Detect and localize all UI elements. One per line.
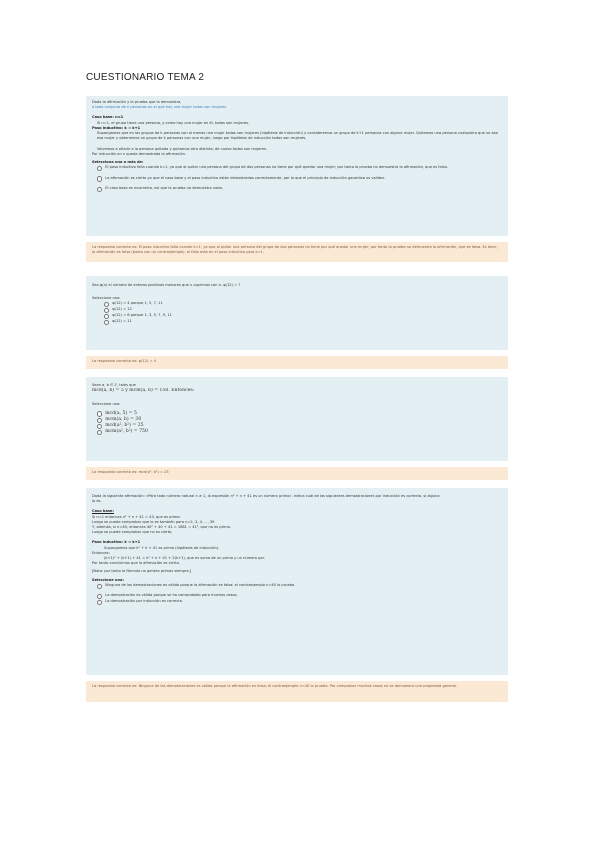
inductive-step-text: Supongamos que en los grupos de k personas con al menos una mujer todas son mujeres (hipótesis de inducción) y consideremos un grupo de k+1 personas con alguna mujer. Quitamos una persona cualquiera que no sea esa mujer y obtenemos un grupo de k personas con una mujer, luego por hipótesis de inducción todas son mujeres. xyxy=(97,131,498,141)
inductive-step-text: Supongamos que k² + k + 41 es primo (hipótesis de inducción). xyxy=(104,545,220,550)
radio-button[interactable] xyxy=(97,584,102,589)
checkbox[interactable] xyxy=(97,176,102,181)
note-text: [Nota: por tanto la fórmula no genera primos siempre.] xyxy=(92,569,192,574)
page-title: CUESTIONARIO TEMA 2 xyxy=(86,72,205,83)
option-1[interactable]: Ninguna de las demostraciones es válida porque la afirmación es falsa; el contraejemplo n=40 lo prueba. xyxy=(92,583,502,593)
question-3-feedback: La respuesta correcta es: mcd(a², b²) = 25 xyxy=(86,467,508,480)
select-prompt: Seleccione una: xyxy=(92,296,121,301)
question-4-feedback: La respuesta correcta es: Ninguna de las demostraciones es válida porque la afirmación es falsa; el contraejemplo n=40 lo prueba. Por comprobar muchos casos no se demuestra una propiedad general. xyxy=(86,681,508,702)
option-2[interactable]: La afirmación es cierta ya que el caso base y el paso inductivo están demostrados correctamente, por lo que el principio de inducción garantiza su validez. xyxy=(92,176,502,186)
base-case-text: Si n=1, el grupo tiene una persona, y como hay una mujer en él, todas son mujeres. xyxy=(97,120,250,125)
question-2-feedback: La respuesta correcta es: φ(12) = 4 xyxy=(86,356,508,369)
conclusion-text: Por inducción en n queda demostrada la afirmación. xyxy=(92,151,187,156)
question-3-box xyxy=(86,377,508,461)
radio-button[interactable] xyxy=(97,430,102,435)
inductive-step-label: Paso inductivo: k ⇒ k+1 xyxy=(92,540,141,545)
radio-button[interactable] xyxy=(104,320,109,325)
question-4-box: Dada la siguiente afirmación: «Para todo número natural n ≥ 1, la expresión n² + n + 41 es un número primo». Indica cuál de las siguientes demostraciones por inducción es correcta, si alguna lo es. Caso base: Si n=1 entonces n² + n + 41 = 43, que es primo. Luego se puede comprobar que lo es también para n=2, 3, 4, ..., 39 Y, además, si n=40, entonces 40² + 40 + 41 = 1681 = 41², que no es primo. Luego se puede comprobar que no es cierto. Paso inductivo: k ⇒ k+1 Supongamos que k² + k + 41 es primo (hipótesis de inducción). Entonces: (k+1)² + (k+1) + 41 = k² + k + 41 + 2(k+1), que es suma de un primo y un número par. Por tanto concluimos que la afirmación es cierta. [Nota: por tanto la fórmula no genera primos siempre.] Seleccione una: Ninguna de las demostraciones es válida porque la afirmación es falsa; el contraejemplo n=40 lo prueba. La demostración es válida porque se ha comprobado para muchos casos. La demostración por inducción es correcta. xyxy=(86,488,508,675)
option-2[interactable]: φ(12) = 12 xyxy=(92,307,502,313)
option-1[interactable]: El paso inductivo falla cuando k=1, ya que al quitar una persona del grupo de dos personas no tiene por qué quedar una mujer; por tanto la prueba no demuestra la afirmación, que es falsa. xyxy=(92,165,502,175)
select-prompt: Seleccione una: xyxy=(92,577,124,582)
question-3-text: Sean a, b ∈ ℤ, tales que xyxy=(92,383,136,387)
checkbox[interactable] xyxy=(97,187,102,192)
inductive-step-text-2: Volvemos a añadir a la persona quitada y quitamos otra distinta; de nuevo todas son mujeres. xyxy=(97,146,267,151)
option-2[interactable]: La demostración es válida porque se ha comprobado para muchos casos. xyxy=(92,593,502,599)
option-4[interactable]: mcm(a², b²) = 750 xyxy=(92,429,502,435)
question-3-math: mcd(a, b) = 5 y mcm(a, b) = 150. Entonces: xyxy=(92,388,195,394)
question-4-text: Dada la siguiente afirmación: «Para todo número natural n ≥ 1, la expresión n² + n + 41 es un número primo». Indica cuál de las siguientes demostraciones por inducción es correcta, si alguna xyxy=(92,494,440,498)
radio-button[interactable] xyxy=(97,424,102,429)
question-2-box xyxy=(86,276,508,350)
option-3[interactable]: mcd(a², b²) = 25 xyxy=(92,423,502,429)
base-case-text: Si n=1 entonces n² + n + 41 = 43, que es primo. xyxy=(92,514,181,519)
checkbox[interactable] xyxy=(97,166,102,171)
select-prompt: Seleccione una: xyxy=(92,402,121,407)
option-3[interactable]: El caso base es incorrecto, así que la prueba no demuestra nada. xyxy=(92,186,502,192)
radio-button[interactable] xyxy=(97,418,102,423)
radio-button[interactable] xyxy=(97,411,102,416)
option-3[interactable]: La demostración por inducción es correcta. xyxy=(92,599,502,605)
base-case-label: Caso base: n=1 xyxy=(92,115,124,120)
question-1-statement: a todo conjunto de n personas en el que hay una mujer todas son mujeres xyxy=(92,105,227,110)
inductive-step-label: Paso inductivo: k ⇒ k+1 xyxy=(92,125,141,130)
option-3[interactable]: φ(12) = 6 porque 1, 3, 5, 7, 9, 11 xyxy=(92,313,502,319)
option-2[interactable]: mcm(a, b) = 30 xyxy=(92,417,502,423)
question-2-text: Sea φ(n) el número de enteros positivos menores que n coprimos con n. φ(12) = ? xyxy=(92,283,241,287)
radio-button[interactable] xyxy=(97,600,102,605)
base-case-label: Caso base: xyxy=(92,509,114,514)
select-prompt: Selecciona una o más de: xyxy=(92,160,144,165)
question-1-text: Dada la afirmación y la prueba que la demuestra, xyxy=(92,100,182,104)
option-1[interactable]: φ(12) = 4 porque 1, 5, 7, 11 xyxy=(92,301,502,307)
option-4[interactable]: φ(12) = 11 xyxy=(92,319,502,325)
question-1-box xyxy=(86,96,508,236)
option-1[interactable]: mcd(a, 5) = 5 xyxy=(92,411,502,417)
question-1-feedback: La respuesta correcta es: El paso inductivo falla cuando k=1, ya que al quitar una persona del grupo de dos personas no tiene por qué quedar una mujer; por tanto la prueba no demuestra la afirmación, que es falsa. Es decir, la afirmación es falsa (basta con un contraejemplo), el fallo está en el paso inductivo para k=1. xyxy=(86,242,508,262)
